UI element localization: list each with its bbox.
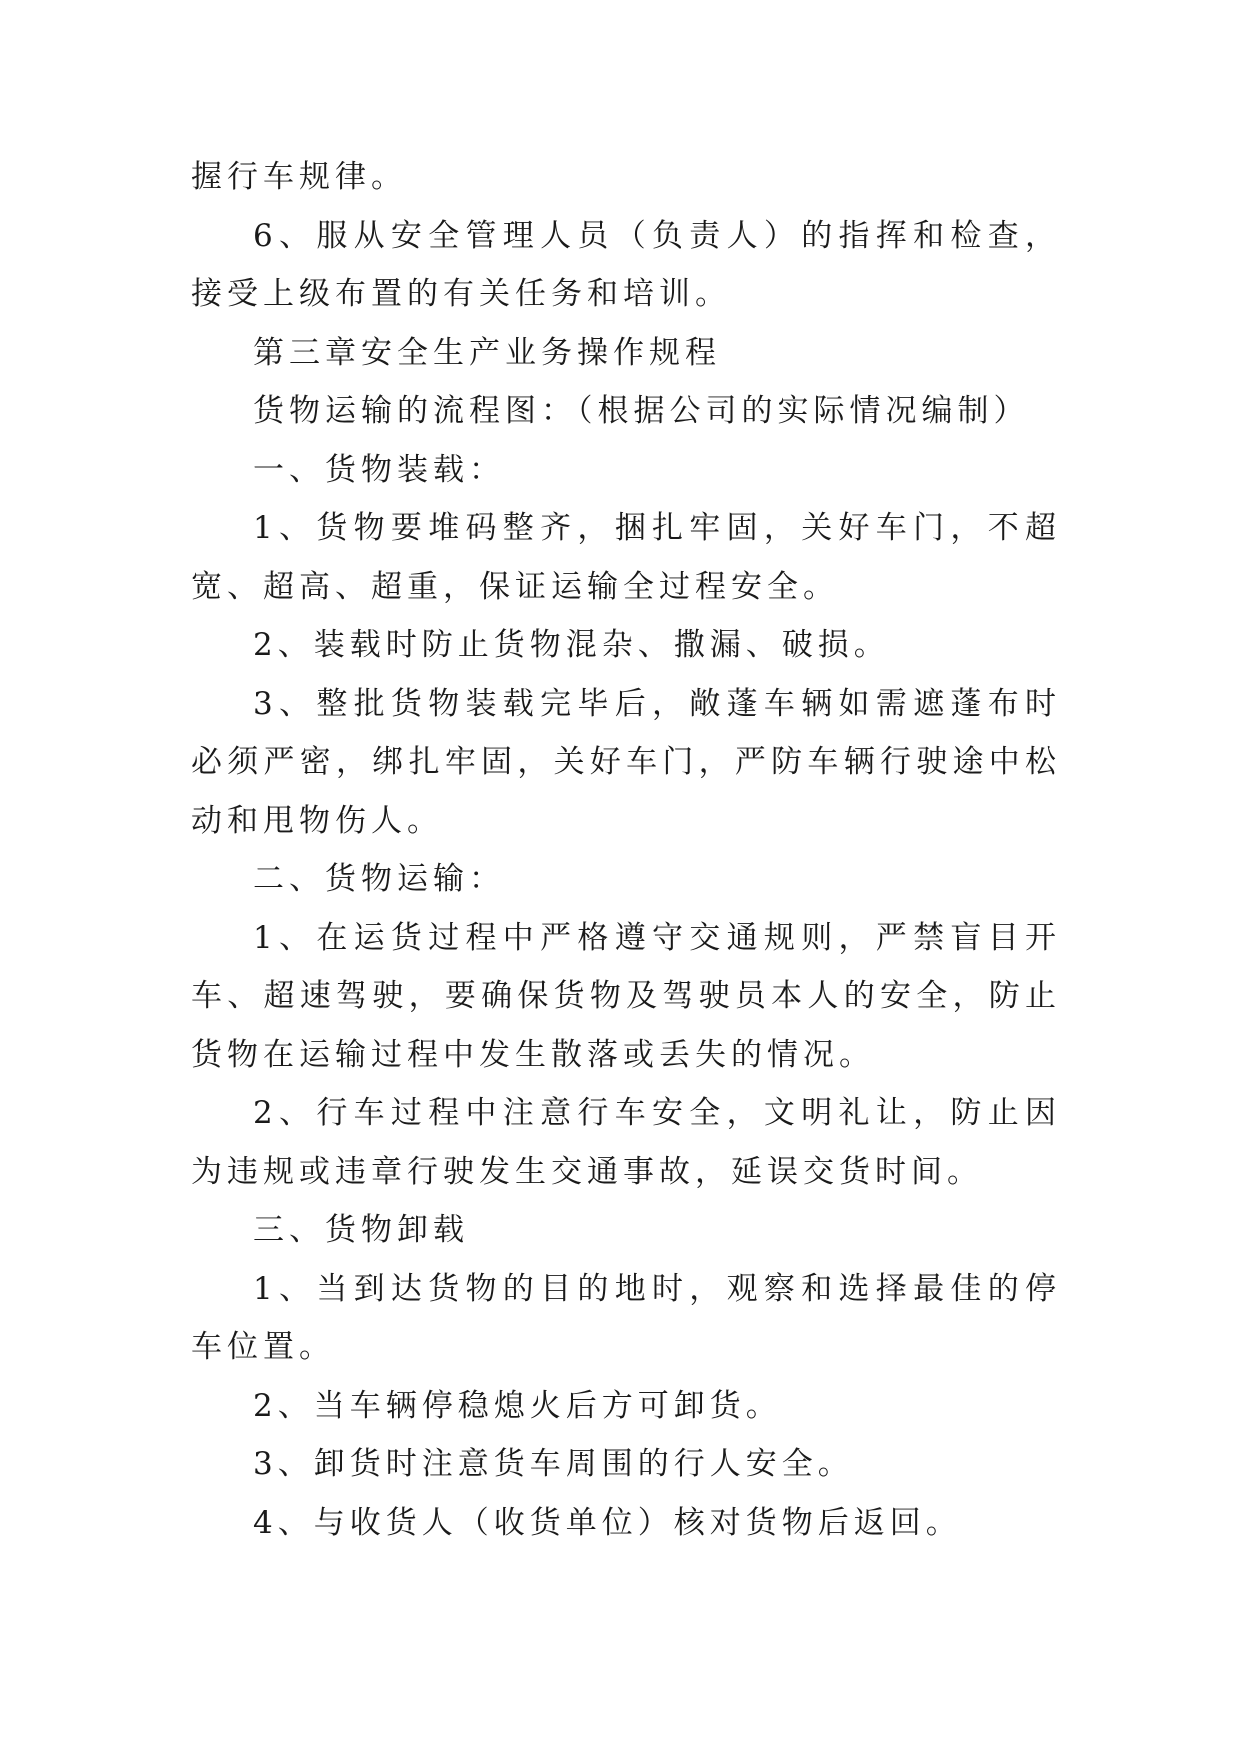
flowchart-note: 货物运输的流程图：（根据公司的实际情况编制） (253, 393, 1030, 429)
loading-item-2: 2、装载时防止货物混杂、撒漏、破损。 (253, 627, 890, 663)
paragraph-continuation: 握行车规律。 (191, 159, 407, 195)
section-heading-transport: 二、货物运输： (253, 861, 505, 897)
section-heading-unloading: 三、货物卸载 (253, 1212, 469, 1248)
section-heading-loading: 一、货物装载： (253, 451, 505, 488)
unloading-item-4: 4、与收货人（收货单位）核对货物后返回。 (253, 1504, 962, 1541)
unloading-item-2: 2、当车辆停稳熄火后方可卸货。 (253, 1387, 782, 1424)
chapter-heading: 第三章安全生产业务操作规程 (253, 334, 721, 371)
document-body (191, 148, 1061, 1552)
unloading-item-1: 1、当到达货物的目的地时，观察和选择最佳的停车位置。 (191, 1270, 1061, 1365)
loading-item-1: 1、货物要堆码整齐，捆扎牢固，关好车门，不超宽、超高、超重，保证运输全过程安全。 (191, 510, 1061, 605)
transport-item-2: 2、行车过程中注意行车安全，文明礼让，防止因为违规或违章行驶发生交通事故，延误交货时间。 (191, 1095, 1061, 1190)
unloading-item-3: 3、卸货时注意货车周围的行人安全。 (253, 1446, 854, 1482)
paragraph-item-6: 6、服从安全管理人员（负责人）的指挥和检查，接受上级布置的有关任务和培训。 (191, 217, 1061, 312)
transport-item-1: 1、在运货过程中严格遵守交通规则，严禁盲目开车、超速驾驶，要确保货物及驾驶员本人的安全，防止货物在运输过程中发生散落或丢失的情况。 (191, 919, 1061, 1073)
loading-item-3: 3、整批货物装载完毕后，敞蓬车辆如需遮蓬布时必须严密，绑扎牢固，关好车门，严防车辆行驶途中松动和甩物伤人。 (191, 685, 1061, 839)
